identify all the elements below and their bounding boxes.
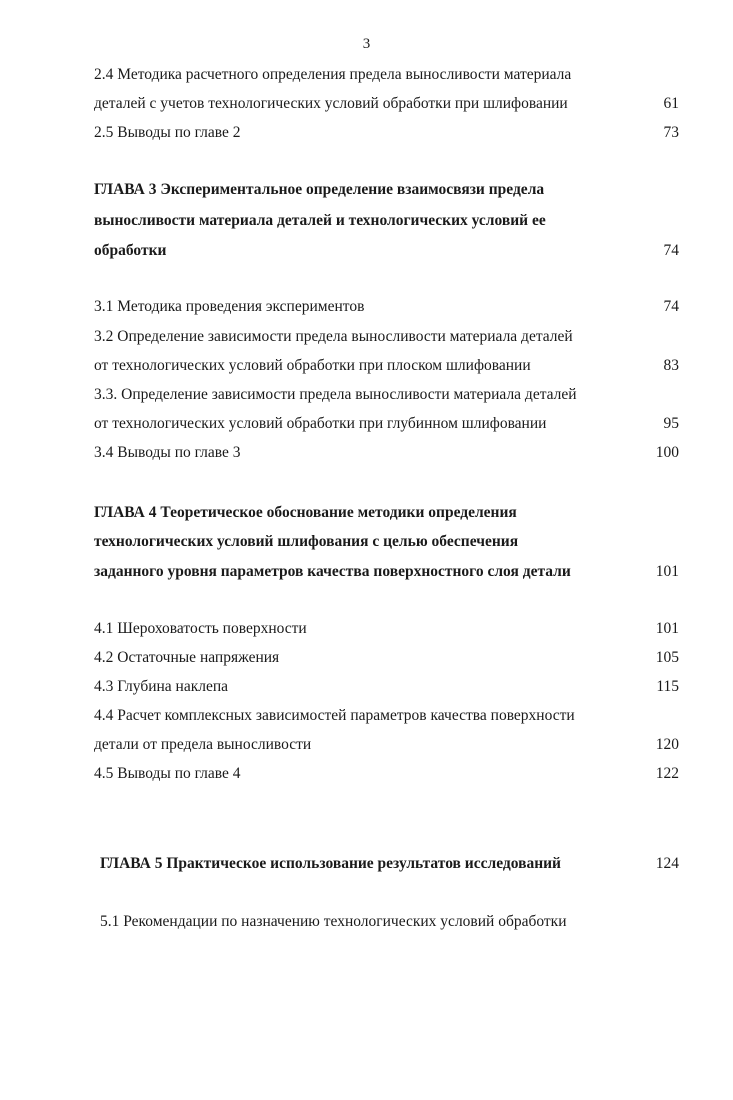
toc-entry-4-4-cont xyxy=(94,734,679,756)
toc-entry-text: 3.4 Выводы по главе 3 xyxy=(94,444,241,461)
toc-entry-text: ГЛАВА 3 Экспериментальное определение взаимосвязи предела xyxy=(94,181,545,198)
toc-entry-3-1 xyxy=(94,296,679,318)
toc-entry-text: обработки xyxy=(94,242,167,259)
toc-entry-3-3 xyxy=(94,384,679,406)
toc-entry-text: заданного уровня параметров качества поверхностного слоя детали xyxy=(94,563,571,580)
toc-entry-text: 4.4 Расчет комплексных зависимостей параметров качества поверхности xyxy=(94,707,575,724)
toc-entry-4-2 xyxy=(94,647,679,669)
toc-entry-text: 3.3. Определение зависимости предела выносливости материала деталей xyxy=(94,386,577,403)
toc-entry-2-4 xyxy=(94,64,679,86)
toc-entry-page: 115 xyxy=(656,678,679,695)
chapter-3-heading-cont xyxy=(94,210,679,232)
toc-entry-3-2 xyxy=(94,326,679,348)
page-number: 3 xyxy=(362,36,371,52)
toc-entry-text: 4.3 Глубина наклепа xyxy=(94,678,229,695)
toc-entry-page: 74 xyxy=(663,242,679,259)
toc-entry-page: 61 xyxy=(663,95,679,112)
toc-entry-text: технологических условий шлифования с целью обеспечения xyxy=(94,533,519,550)
toc-entry-page: 74 xyxy=(663,298,679,315)
toc-entry-4-3 xyxy=(94,676,679,698)
toc-entry-page: 100 xyxy=(655,444,679,461)
toc-entry-text: от технологических условий обработки при плоском шлифовании xyxy=(94,357,531,374)
toc-entry-text: 3.1 Методика проведения экспериментов xyxy=(94,298,365,315)
chapter-4-heading-cont xyxy=(94,531,679,553)
toc-entry-text: 2.5 Выводы по главе 2 xyxy=(94,124,241,141)
chapter-5-heading xyxy=(100,853,679,875)
toc-entry-text: 2.4 Методика расчетного определения предела выносливости материала xyxy=(94,66,572,83)
chapter-4-heading xyxy=(94,502,679,524)
toc-entry-text: 5.1 Рекомендации по назначению технологических условий обработки xyxy=(100,913,567,930)
toc-entry-2-5 xyxy=(94,122,679,144)
toc-entry-page: 73 xyxy=(663,124,679,141)
chapter-3-heading xyxy=(94,179,679,201)
toc-entry-text: детали от предела выносливости xyxy=(94,736,312,753)
toc-entry-5-1 xyxy=(100,911,679,933)
toc-entry-text: выносливости материала деталей и технологических условий ее xyxy=(94,212,546,229)
toc-entry-3-4 xyxy=(94,442,679,464)
toc-entry-page: 101 xyxy=(655,563,679,580)
toc-entry-text: от технологических условий обработки при глубинном шлифовании xyxy=(94,415,547,432)
toc-entry-4-4 xyxy=(94,705,679,727)
toc-entry-text: 3.2 Определение зависимости предела выносливости материала деталей xyxy=(94,328,573,345)
chapter-3-heading-end xyxy=(94,240,679,262)
toc-entry-page: 124 xyxy=(655,855,679,872)
toc-entry-text: деталей с учетов технологических условий обработки при шлифовании xyxy=(94,95,568,112)
toc-entry-page: 95 xyxy=(663,415,679,432)
toc-entry-page: 105 xyxy=(655,649,679,666)
toc-entry-text: 4.5 Выводы по главе 4 xyxy=(94,765,241,782)
toc-entry-page: 122 xyxy=(655,765,679,782)
toc-entry-4-5 xyxy=(94,763,679,785)
toc-entry-page: 120 xyxy=(655,736,679,753)
toc-entry-3-3-cont xyxy=(94,413,679,435)
toc-entry-text: 4.2 Остаточные напряжения xyxy=(94,649,280,666)
toc-entry-text: ГЛАВА 4 Теоретическое обоснование методики определения xyxy=(94,504,517,521)
toc-entry-2-4-cont xyxy=(94,93,679,115)
toc-entry-text: ГЛАВА 5 Практическое использование результатов исследований xyxy=(100,855,561,872)
toc-entry-3-2-cont xyxy=(94,355,679,377)
chapter-4-heading-end xyxy=(94,561,679,583)
toc-entry-text: 4.1 Шероховатость поверхности xyxy=(94,620,307,637)
toc-entry-4-1 xyxy=(94,618,679,640)
toc-entry-page: 83 xyxy=(663,357,679,374)
toc-entry-page: 101 xyxy=(655,620,679,637)
